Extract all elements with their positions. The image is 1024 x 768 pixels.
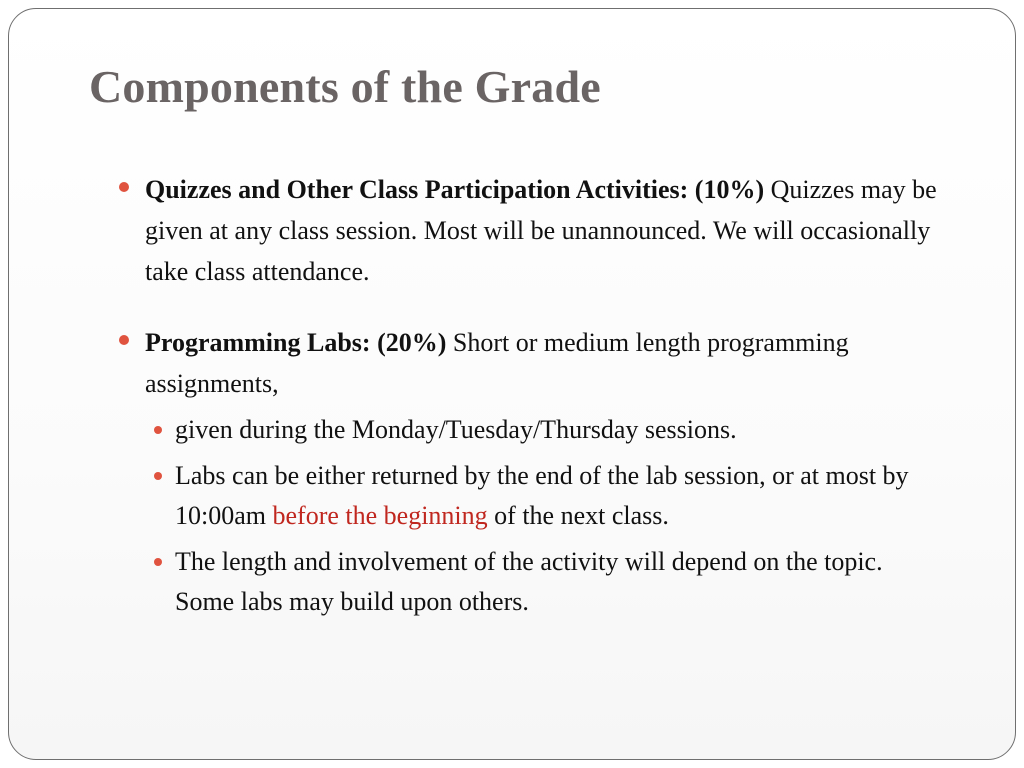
subbullet-text: given during the Monday/Tuesday/Thursday sessions. <box>175 415 737 444</box>
bullet-dot-icon <box>119 182 129 192</box>
subbullet-sessions <box>117 410 947 450</box>
bullet-text: Short or medium length programming assignments, <box>145 328 849 398</box>
subbullet-dot-icon <box>154 472 162 480</box>
bullet-heading: Programming Labs: (20%) <box>145 328 447 357</box>
slide-title: Components of the Grade <box>89 61 601 112</box>
subbullet-text-after: of the next class. <box>494 501 669 530</box>
slide-content <box>117 169 947 622</box>
bullet-text: Quizzes may be given at any class session. Most will be unannounced. We will occasionally take class attendance. <box>145 175 937 286</box>
subbullet-text-before: Labs can be either returned by the end of the lab session, or at most by 10:00am <box>175 461 909 530</box>
subbullet-text: The length and involvement of the activity will depend on the topic. Some labs may build upon others. <box>175 547 883 616</box>
subbullet-involvement <box>117 542 947 622</box>
subbullet-dot-icon <box>154 558 162 566</box>
slide <box>8 8 1016 760</box>
bullet-programming-labs <box>117 322 947 404</box>
subbullet-deadline <box>117 456 947 536</box>
subbullet-highlight: before the beginning <box>272 501 488 530</box>
subbullet-dot-icon <box>154 426 162 434</box>
bullet-gap <box>117 292 947 322</box>
bullet-heading: Quizzes and Other Class Participation Activities: (10%) <box>145 175 765 204</box>
bullet-quizzes <box>117 169 947 292</box>
bullet-dot-icon <box>119 335 129 345</box>
